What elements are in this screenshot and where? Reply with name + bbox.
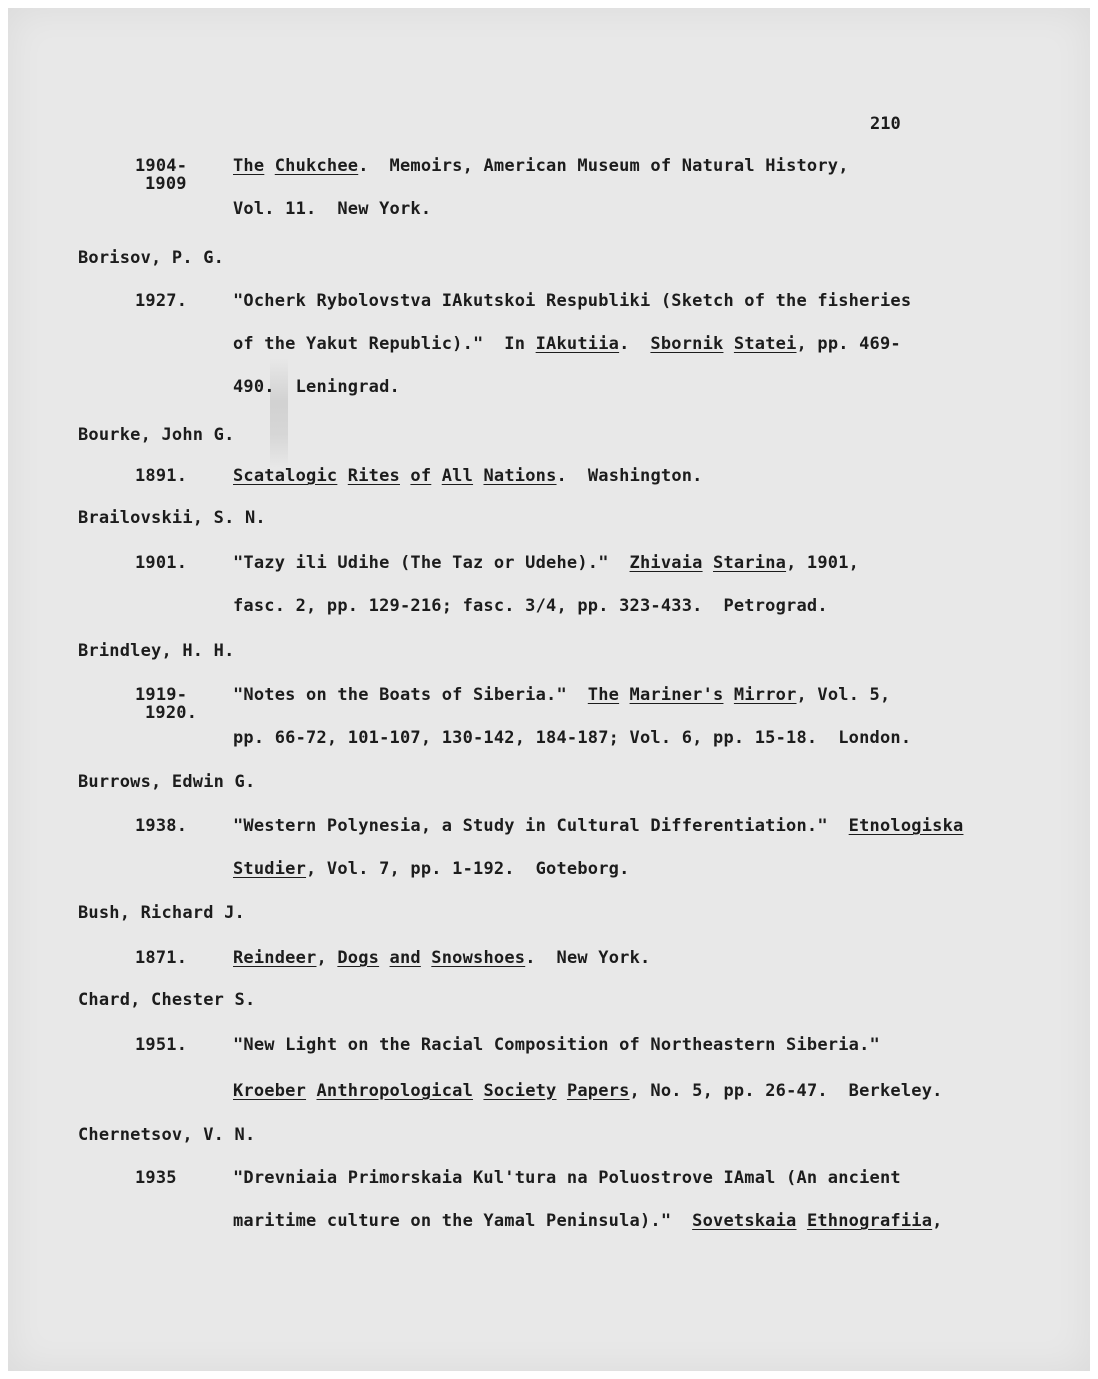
citation-line xyxy=(233,156,849,176)
citation-line xyxy=(233,596,828,616)
citation-text: fasc. 2, pp. 129-216; fasc. 3/4, pp. 323-433. Petrograd. xyxy=(233,596,828,616)
citation-text: pp. 66-72, 101-107, 130-142, 184-187; Vol. 6, pp. 15-18. London. xyxy=(233,728,912,748)
citation-text xyxy=(473,466,483,486)
citation-line xyxy=(233,199,431,219)
citation-line xyxy=(233,1168,901,1188)
underlined-title: All xyxy=(441,466,474,486)
citation-line xyxy=(233,1211,943,1231)
underlined-title: The xyxy=(587,685,620,705)
citation-text xyxy=(431,466,441,486)
author-name: Chernetsov, V. N. xyxy=(78,1125,256,1145)
author-name: Borisov, P. G. xyxy=(78,248,225,268)
citation-line xyxy=(233,728,911,748)
underlined-title: Kroeber xyxy=(233,1081,307,1101)
citation-text: "Drevniaia Primorskaia Kul'tura na Poluostrove IAmal (An ancient xyxy=(233,1168,901,1188)
author-name: Burrows, Edwin G. xyxy=(78,772,256,792)
citation-text xyxy=(723,334,733,354)
citation-line xyxy=(233,291,911,311)
author-name: Brailovskii, S. N. xyxy=(78,508,266,528)
citation-text: "New Light on the Racial Composition of Northeastern Siberia." xyxy=(233,1035,880,1055)
underlined-title: Mirror xyxy=(733,685,797,705)
citation-line xyxy=(233,816,963,836)
underlined-title: Zhivaia xyxy=(629,553,703,573)
citation-text: maritime culture on the Yamal Peninsula)." xyxy=(233,1211,693,1231)
underlined-title: of xyxy=(410,466,432,486)
citation-line xyxy=(233,1035,880,1055)
entry-year: 1951. xyxy=(135,1035,188,1055)
citation-line xyxy=(233,1081,943,1101)
citation-text: 490. Leningrad. xyxy=(233,377,400,397)
entry-year: 1901. xyxy=(135,553,188,573)
underlined-title: Scatalogic xyxy=(233,466,338,486)
underlined-title: Mariner's xyxy=(629,685,724,705)
citation-text: Vol. 11. New York. xyxy=(233,199,432,219)
citation-text xyxy=(473,1081,483,1101)
underlined-title: The xyxy=(233,156,265,176)
citation-text: of the Yakut Republic)." In xyxy=(233,334,536,354)
citation-text xyxy=(557,1081,567,1101)
underlined-title: IAkutiia xyxy=(535,334,620,354)
underlined-title: Sovetskaia xyxy=(692,1211,797,1231)
citation-text xyxy=(400,466,410,486)
citation-text xyxy=(723,685,733,705)
underlined-title: Sbornik xyxy=(650,334,724,354)
citation-text: . Washington. xyxy=(556,466,703,486)
citation-text xyxy=(306,1081,316,1101)
citation-text: , pp. 469- xyxy=(796,334,901,354)
citation-text xyxy=(703,553,713,573)
citation-text: "Tazy ili Udihe (The Taz or Udehe)." xyxy=(233,553,630,573)
entry-year: 1919- xyxy=(135,685,188,705)
underlined-title: Society xyxy=(483,1081,557,1101)
underlined-title: Nations xyxy=(483,466,557,486)
underlined-title: Dogs xyxy=(337,948,380,968)
entry-year: 1927. xyxy=(135,291,188,311)
entry-year-end: 1909 xyxy=(145,174,187,194)
underlined-title: Reindeer xyxy=(233,948,317,968)
citation-text: , Vol. 5, xyxy=(796,685,891,705)
page-number: 210 xyxy=(870,114,901,134)
citation-text: , xyxy=(316,948,338,968)
entry-year: 1938. xyxy=(135,816,188,836)
citation-text xyxy=(337,466,347,486)
author-name: Bush, Richard J. xyxy=(78,903,245,923)
underlined-title: Ethnografiia xyxy=(806,1211,933,1231)
citation-text: . New York. xyxy=(525,948,651,968)
citation-text: , 1901, xyxy=(786,553,860,573)
underlined-title: Etnologiska xyxy=(848,816,964,836)
underlined-title: and xyxy=(389,948,421,968)
citation-text: "Notes on the Boats of Siberia." xyxy=(233,685,588,705)
citation-text: "Ocherk Rybolovstva IAkutskoi Respubliki (Sketch of the fisheries xyxy=(233,291,912,311)
ink-smudge xyxy=(270,358,288,468)
citation-line xyxy=(233,685,890,705)
citation-line xyxy=(233,466,703,486)
underlined-title: Papers xyxy=(566,1081,630,1101)
underlined-title: Studier xyxy=(233,859,307,879)
citation-text: "Western Polynesia, a Study in Cultural Differentiation." xyxy=(233,816,849,836)
entry-year-end: 1920. xyxy=(145,703,198,723)
entry-year: 1891. xyxy=(135,466,188,486)
underlined-title: Rites xyxy=(347,466,400,486)
author-name: Chard, Chester S. xyxy=(78,990,256,1010)
author-name: Bourke, John G. xyxy=(78,425,235,445)
typed-page xyxy=(8,8,1090,1371)
citation-text xyxy=(797,1211,807,1231)
entry-year: 1935 xyxy=(135,1168,177,1188)
citation-line xyxy=(233,377,400,397)
underlined-title: Starina xyxy=(713,553,787,573)
entry-year: 1904- xyxy=(135,156,188,176)
underlined-title: Statei xyxy=(733,334,797,354)
citation-line xyxy=(233,859,630,879)
citation-text: , Vol. 7, pp. 1-192. Goteborg. xyxy=(306,859,630,879)
citation-text: , No. 5, pp. 26-47. Berkeley. xyxy=(629,1081,943,1101)
citation-line xyxy=(233,553,859,573)
citation-line xyxy=(233,334,901,354)
citation-text: , xyxy=(932,1211,943,1231)
citation-text xyxy=(379,948,389,968)
citation-text: . xyxy=(619,334,651,354)
citation-line xyxy=(233,948,650,968)
underlined-title: Chukchee xyxy=(274,156,359,176)
citation-text xyxy=(421,948,431,968)
underlined-title: Snowshoes xyxy=(431,948,526,968)
author-name: Brindley, H. H. xyxy=(78,641,235,661)
citation-text xyxy=(264,156,274,176)
underlined-title: Anthropological xyxy=(316,1081,474,1101)
entry-year: 1871. xyxy=(135,948,188,968)
citation-text xyxy=(619,685,629,705)
citation-text: . Memoirs, American Museum of Natural History, xyxy=(358,156,849,176)
